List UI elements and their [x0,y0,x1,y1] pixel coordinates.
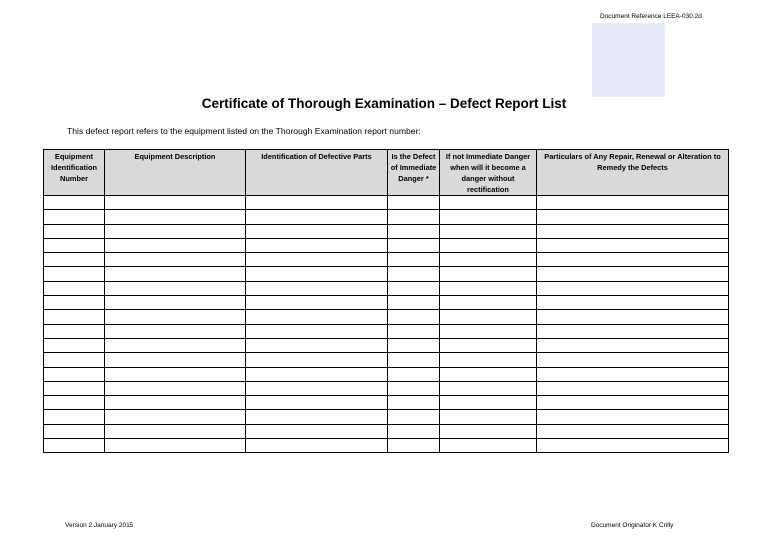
table-cell[interactable] [388,353,440,367]
table-cell[interactable] [105,196,246,210]
table-cell[interactable] [440,310,537,324]
table-cell[interactable] [388,338,440,352]
table-cell[interactable] [105,281,246,295]
header-immediate-danger: Is the Defect of Immediate Danger * [388,150,440,196]
table-row [44,238,729,252]
table-cell[interactable] [105,210,246,224]
table-cell[interactable] [440,224,537,238]
table-cell[interactable] [440,196,537,210]
table-cell[interactable] [440,353,537,367]
header-equipment-description: Equipment Description [105,150,246,196]
table-cell[interactable] [246,253,388,267]
table-cell[interactable] [388,439,440,453]
table-cell[interactable] [105,310,246,324]
table-cell[interactable] [105,367,246,381]
table-row [44,367,729,381]
table-cell[interactable] [388,281,440,295]
table-cell[interactable] [440,367,537,381]
table-cell[interactable] [246,396,388,410]
originator-footer: Document Originator K Crilly [591,522,674,529]
version-footer: Version 2 January 2015 [65,522,134,529]
table-cell[interactable] [44,410,105,424]
defect-report-table [43,149,729,453]
table-cell[interactable] [440,338,537,352]
table-cell[interactable] [537,210,729,224]
table-cell[interactable] [44,296,105,310]
page-title: Certificate of Thorough Examination – Defect Report List [201,96,567,111]
table-cell[interactable] [388,196,440,210]
table-cell[interactable] [44,324,105,338]
table-cell[interactable] [44,396,105,410]
table-cell[interactable] [388,210,440,224]
table-cell[interactable] [44,310,105,324]
table-cell[interactable] [537,381,729,395]
table-row [44,310,729,324]
table-cell[interactable] [105,296,246,310]
table-cell[interactable] [105,324,246,338]
table-cell[interactable] [105,253,246,267]
table-cell[interactable] [440,424,537,438]
table-cell[interactable] [388,238,440,252]
table-cell[interactable] [537,410,729,424]
table-cell[interactable] [537,396,729,410]
table-cell[interactable] [246,267,388,281]
table-header-row [44,150,729,196]
table-row [44,210,729,224]
intro-text: This defect report refers to the equipment listed on the Thorough Examination report number: [67,126,421,136]
header-defective-parts: Identification of Defective Parts [246,150,388,196]
table-cell[interactable] [44,281,105,295]
table-cell[interactable] [537,224,729,238]
table-cell[interactable] [537,253,729,267]
table-cell[interactable] [440,281,537,295]
table-cell[interactable] [44,424,105,438]
table-cell[interactable] [246,296,388,310]
table-cell[interactable] [388,381,440,395]
table-cell[interactable] [44,238,105,252]
table-cell[interactable] [537,267,729,281]
table-cell[interactable] [246,224,388,238]
table-cell[interactable] [105,439,246,453]
table-cell[interactable] [388,224,440,238]
table-cell[interactable] [246,310,388,324]
table-cell[interactable] [246,424,388,438]
table-cell[interactable] [246,210,388,224]
table-row [44,353,729,367]
table-cell[interactable] [246,381,388,395]
table-cell[interactable] [246,367,388,381]
table-cell[interactable] [44,224,105,238]
table-cell[interactable] [388,267,440,281]
table-cell[interactable] [44,267,105,281]
table-row [44,410,729,424]
table-cell[interactable] [44,439,105,453]
table-cell[interactable] [44,338,105,352]
table-cell[interactable] [246,238,388,252]
table-cell[interactable] [246,281,388,295]
table-cell[interactable] [105,424,246,438]
table-cell[interactable] [440,381,537,395]
table-cell[interactable] [537,238,729,252]
header-equipment-id: Equipment Identification Number [44,150,105,196]
table-cell[interactable] [44,381,105,395]
table-cell[interactable] [105,410,246,424]
table-cell[interactable] [537,367,729,381]
table-cell[interactable] [246,196,388,210]
table-cell[interactable] [388,424,440,438]
table-cell[interactable] [440,267,537,281]
logo-placeholder [592,23,665,97]
table-cell[interactable] [246,439,388,453]
table-row [44,424,729,438]
table-cell[interactable] [440,410,537,424]
table-cell[interactable] [105,224,246,238]
table-cell[interactable] [44,210,105,224]
table-cell[interactable] [537,310,729,324]
table-cell[interactable] [388,324,440,338]
table-row [44,381,729,395]
table-cell[interactable] [537,424,729,438]
table-row [44,196,729,210]
table-row [44,396,729,410]
table-row [44,253,729,267]
table-cell[interactable] [440,253,537,267]
table-row [44,439,729,453]
header-repair-particulars: Particulars of Any Repair, Renewal or Alteration to Remedy the Defects [537,150,729,196]
table-cell[interactable] [440,238,537,252]
document-reference: Document Reference LEEA-030.2d [600,13,702,20]
table-cell[interactable] [388,410,440,424]
table-cell[interactable] [537,196,729,210]
table-cell[interactable] [537,338,729,352]
table-cell[interactable] [44,367,105,381]
table-cell[interactable] [105,338,246,352]
table-cell[interactable] [246,338,388,352]
table-cell[interactable] [537,439,729,453]
table-cell[interactable] [246,353,388,367]
table-cell[interactable] [537,324,729,338]
table-row [44,281,729,295]
table-cell[interactable] [537,281,729,295]
table-cell[interactable] [105,353,246,367]
table-row [44,267,729,281]
table-cell[interactable] [440,396,537,410]
table-cell[interactable] [388,296,440,310]
table-cell[interactable] [388,253,440,267]
table-cell[interactable] [44,196,105,210]
table-cell[interactable] [105,396,246,410]
table-cell[interactable] [105,238,246,252]
table-row [44,224,729,238]
table-cell[interactable] [246,410,388,424]
table-cell[interactable] [388,396,440,410]
table-cell[interactable] [440,296,537,310]
table-cell[interactable] [440,324,537,338]
table-cell[interactable] [44,253,105,267]
header-danger-timing: If not Immediate Danger when will it become a danger without rectification [440,150,537,196]
table-cell[interactable] [388,310,440,324]
table-row [44,324,729,338]
table-cell[interactable] [537,296,729,310]
table-row [44,338,729,352]
table-cell[interactable] [246,324,388,338]
table-cell[interactable] [537,353,729,367]
table-cell[interactable] [440,210,537,224]
table-cell[interactable] [44,353,105,367]
table-cell[interactable] [105,381,246,395]
table-row [44,296,729,310]
table-cell[interactable] [440,439,537,453]
table-cell[interactable] [105,267,246,281]
table-cell[interactable] [388,367,440,381]
